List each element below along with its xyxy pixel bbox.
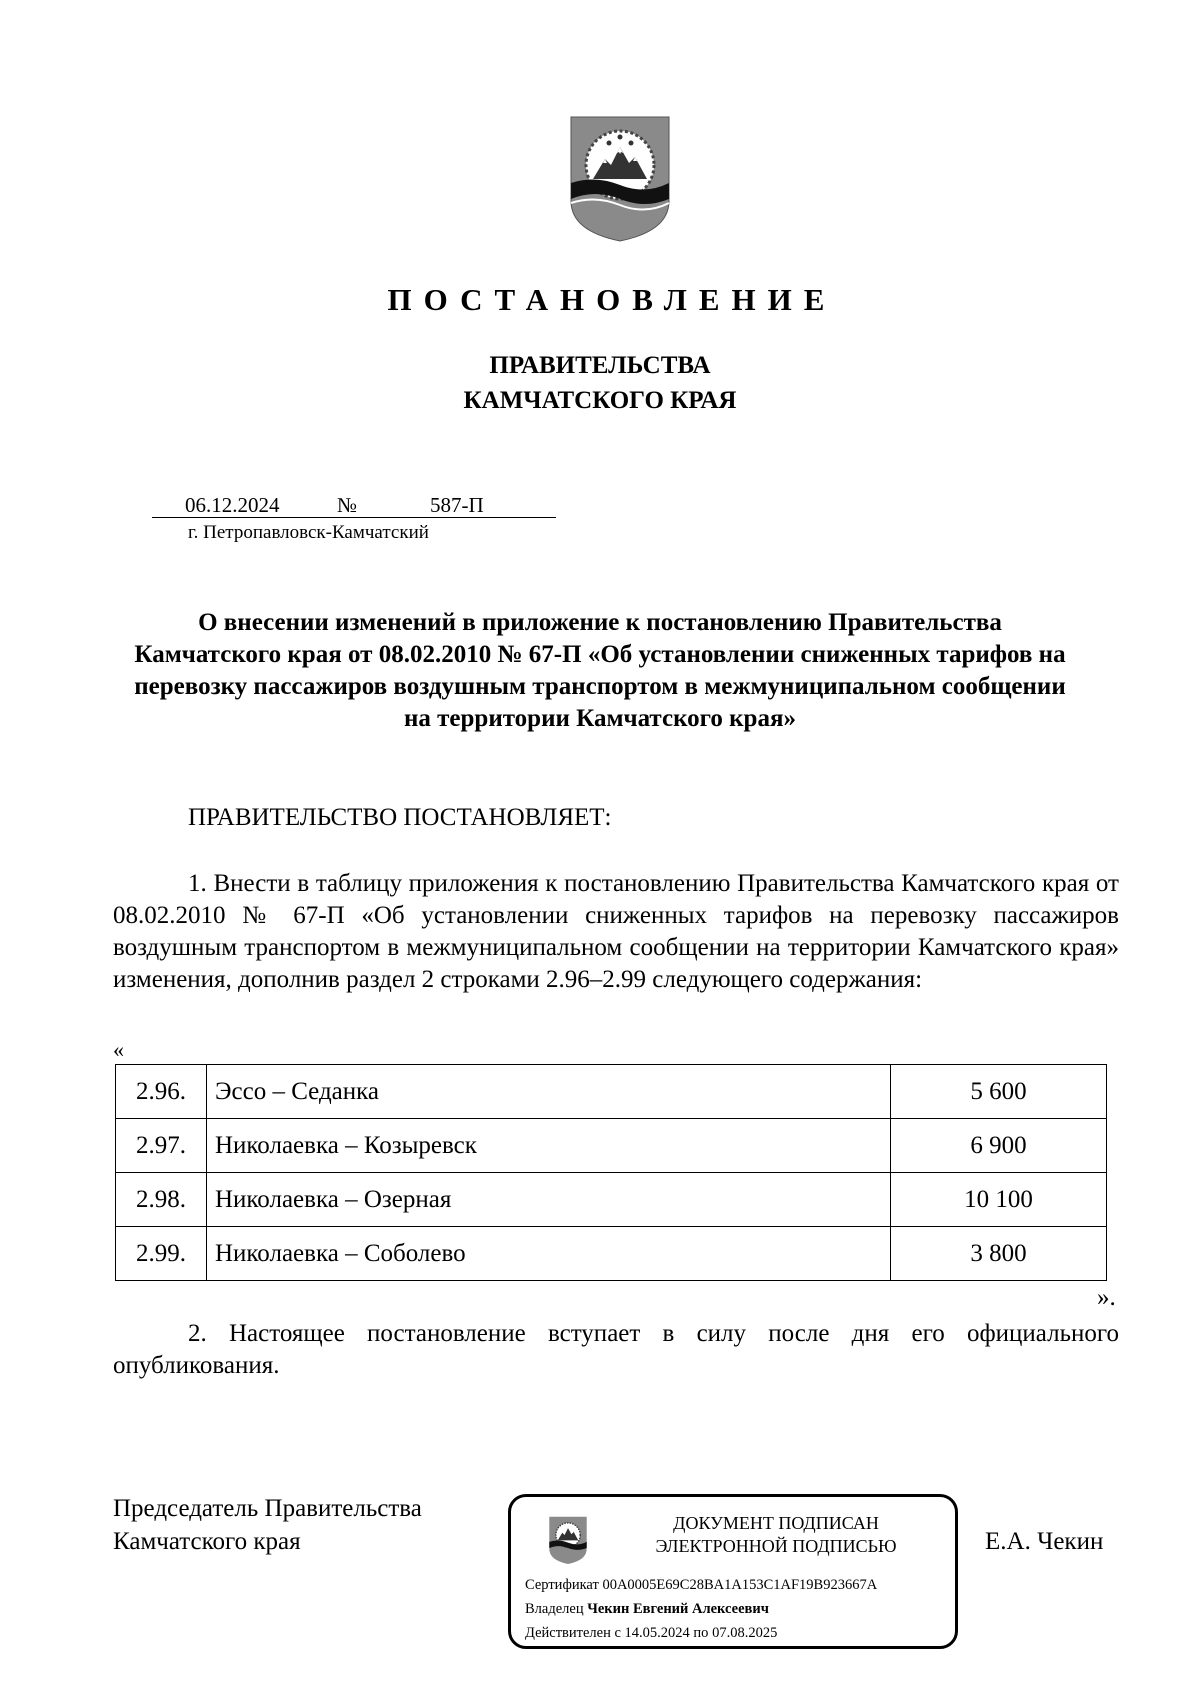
decree-heading: ПРАВИТЕЛЬСТВО ПОСТАНОВЛЯЕТ: [188,804,612,831]
quote-open: « [113,1037,124,1062]
table-row [116,1119,1107,1173]
paragraph-2 [113,1318,1119,1382]
paragraph-2-text: 2. Настоящее постановление вступает в силу после дня его официального опубликования. [113,1320,1119,1379]
signer-name: Е.А. Чекин [985,1528,1104,1555]
document-date: 06.12.2024 [185,493,280,517]
date-number-line [152,493,556,518]
document-type-title: ПОСТАНОВЛЕНИЕ [387,282,837,317]
document-subject: О внесении изменений в приложение к постановлению Правительства Камчатского края от 08.02.2010 № 67-П «Об установлении сниженных тарифов на перевозку пассажиров воздушным транспортом в межмуниципальном сообщении на территории Камчатского края» [134,609,1066,732]
signer-position-line-1: Председатель Правительства [113,1495,422,1522]
valid-to: 07.08.2025 [712,1625,778,1641]
stamp-title-line-1: ДОКУМЕНТ ПОДПИСАН [673,1513,879,1533]
table-row [116,1227,1107,1281]
row-number: 2.98. [116,1173,207,1227]
paragraph-1-text: 1. Внести в таблицу приложения к постановлению Правительства Камчатского края от 08.02.2010 № 67-П «Об установлении сниженных тарифов на перевозку пассажиров воздушным транспортом в межмуниципальном сообщении на территории Камчатского края» изменения, дополнив раздел 2 строками 2.96–2.99 следующего содержания: [113,870,1119,993]
validity-line [525,1625,777,1642]
document-number: 587-П [430,493,484,517]
tariff-table [115,1064,1107,1281]
city: г. Петропавловск-Камчатский [188,522,429,543]
fare: 3 800 [891,1227,1107,1281]
number-sign: № [337,493,358,517]
fare: 5 600 [891,1065,1107,1119]
authority-line-2: КАМЧАТСКОГО КРАЯ [463,387,737,414]
certificate-label: Сертификат [525,1577,599,1593]
owner-value: Чекин Евгений Алексеевич [587,1601,769,1617]
stamp-emblem-icon [547,1513,589,1567]
route: Николаевка – Соболево [207,1227,891,1281]
route: Эссо – Седанка [207,1065,891,1119]
table-row [116,1173,1107,1227]
quote-close: ». [1097,1284,1116,1311]
authority-line-1: ПРАВИТЕЛЬСТВА [489,352,711,379]
owner-label: Владелец [525,1601,584,1617]
row-number: 2.99. [116,1227,207,1281]
stamp-title-line-2: ЭЛЕКТРОННОЙ ПОДПИСЬЮ [655,1536,897,1556]
route: Николаевка – Озерная [207,1173,891,1227]
signer-position-line-2: Камчатского края [113,1528,301,1555]
fare: 6 900 [891,1119,1107,1173]
route: Николаевка – Козыревск [207,1119,891,1173]
table-row [116,1065,1107,1119]
fare: 10 100 [891,1173,1107,1227]
valid-from: 14.05.2024 [624,1625,690,1641]
paragraph-1 [113,868,1119,996]
owner-line [525,1601,769,1618]
valid-to-label: по [693,1625,709,1641]
certificate-line [525,1577,877,1594]
row-number: 2.96. [116,1065,207,1119]
electronic-signature-stamp [508,1494,958,1649]
kamchatka-coat-of-arms-icon [565,113,675,243]
row-number: 2.97. [116,1119,207,1173]
certificate-value: 00A0005E69C28BA1A153C1AF19B923667A [602,1577,878,1593]
valid-label: Действителен с [525,1625,621,1641]
